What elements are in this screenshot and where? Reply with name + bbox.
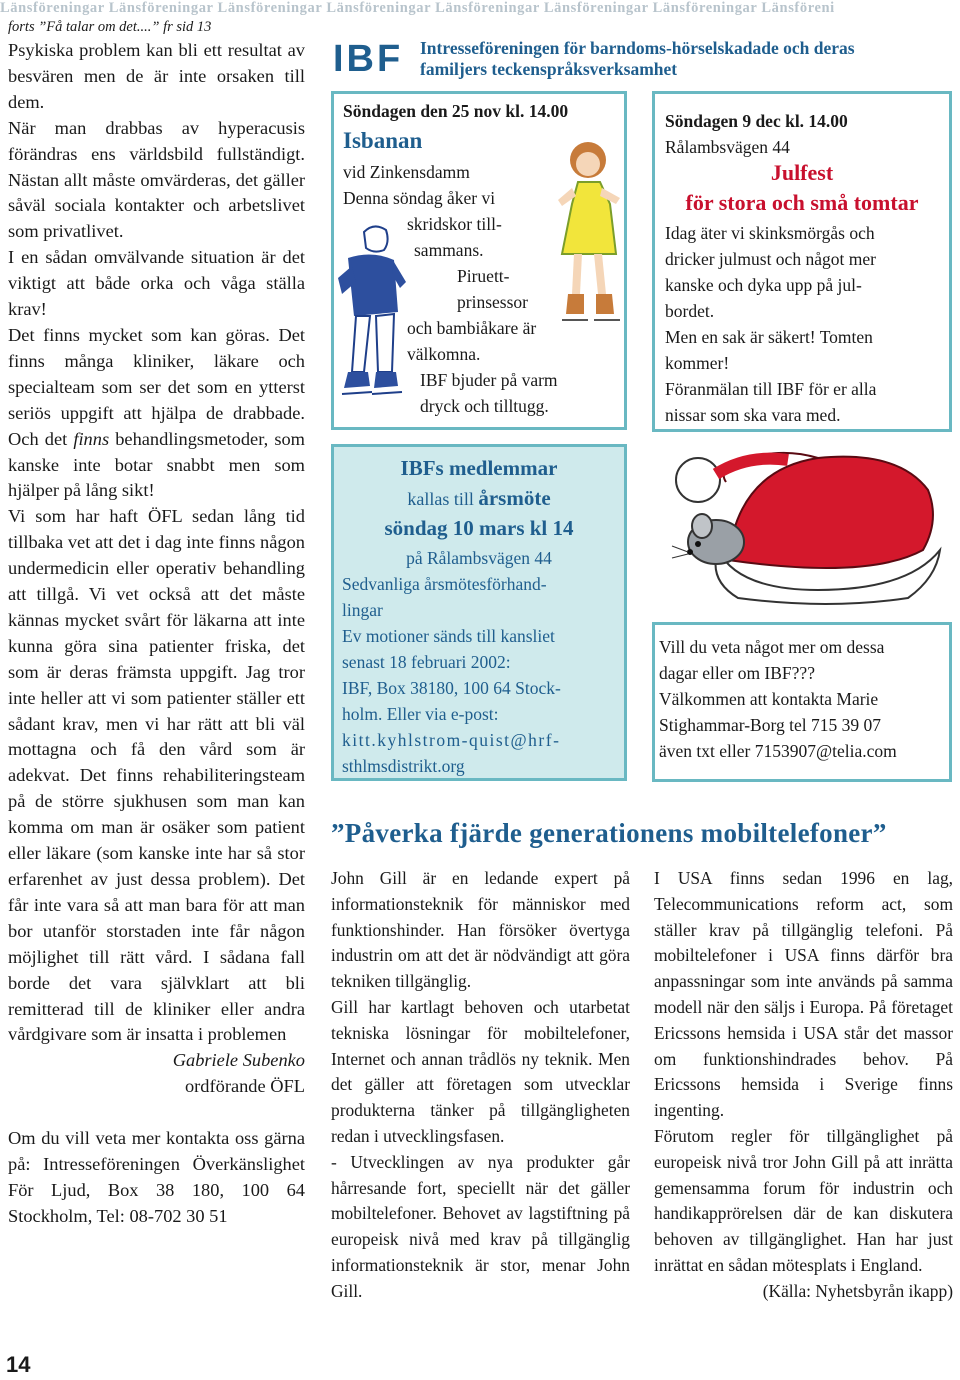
text-line: Piruett- — [457, 266, 510, 286]
text-line: bordet. — [665, 301, 715, 321]
julfest-place: Rålambsvägen 44 — [665, 137, 790, 157]
article-source: (Källa: Nyhetsbyrån ikapp) — [762, 1280, 953, 1301]
text-line: Denna söndag åker vi — [343, 188, 496, 208]
contact-box — [652, 622, 952, 782]
ibf-full-name: Intresseföreningen för barndoms-hörselskadade och deras familjers teckenspråksverksamhet — [420, 38, 855, 79]
left-article — [8, 38, 305, 1230]
text-line: IBF, Box 38180, 100 64 Stock- — [342, 678, 561, 698]
text-line: dagar eller om IBF??? — [659, 663, 815, 683]
meeting-called: kallas till årsmöte — [407, 486, 551, 510]
paragraph: John Gill är en ledande expert på informationsteknik för människor med funktionshinder. Han försöker övertyga industrin om att det är nödvändigt att göra tekniken tillgänglig. — [331, 868, 630, 992]
continuation-note: forts ”Få talar om det....” fr sid 13 — [8, 19, 212, 35]
text-line: Stighammar-Borg tel 715 39 07 — [659, 715, 881, 735]
paragraph: När man drabbas av hyperacusis förändras ens världsbild fullständigt. Nästan allt måste omvärderas, det gäller såväl sociala kontakter och arbetslivet som privatlivet. — [8, 117, 305, 242]
text-line: sammans. — [414, 240, 484, 260]
julfest-date: Söndagen 9 dec kl. 14.00 — [665, 111, 848, 131]
page-number: 14 — [6, 1352, 31, 1377]
paragraph: Det finns mycket som kan göras. Det finns många kliniker, läkare och specialteam som ser det som en ytterst seriös uppgift att hjälpa de drabbade. Och det finns behandlingsmetoder, som kanske inte botar snabbt men som hjälper på lång sikt! — [8, 324, 305, 501]
isbanan-title: Isbanan — [343, 128, 423, 153]
paragraph: I en sådan omvälvande situation är det viktigt att både orka och våga ställa krav! — [8, 247, 305, 320]
annual-meeting-box — [331, 444, 627, 781]
isbanan-box — [331, 91, 627, 430]
paragraph: Förutom regler för tillgänglighet på europeisk nivå tror John Gill på att inrätta gemensamma forum för industrin och handikapprörelsen där de kan diskutera behoven av tillgänglighet. Han har just inrättat en sådan mötesplats i England. — [654, 1125, 953, 1275]
meeting-title: IBFs medlemmar — [400, 456, 558, 480]
text-line: Vill du veta något mer om dessa — [659, 637, 885, 657]
text-line: Ev motioner sänds till kansliet — [342, 626, 555, 646]
isbanan-date: Söndagen den 25 nov kl. 14.00 — [343, 101, 569, 121]
article-headline: ”Påverka fjärde generationens mobiltelefoner” — [331, 818, 887, 848]
text-line: kommer! — [665, 353, 730, 373]
text-line: prinsessor — [457, 292, 528, 312]
text-line: holm. Eller via e-post: — [342, 704, 499, 724]
text-line: Idag äter vi skinksmörgås och — [665, 223, 875, 243]
header-banner: Länsföreningar Länsföreningar Länsföreningar Länsföreningar Länsföreningar Länsföreningar Länsföreningar Länsföreni — [0, 0, 835, 16]
text-line: Sedvanliga årsmötesförhand- — [342, 574, 547, 594]
text-line: Men en sak är säkert! Tomten — [665, 327, 873, 347]
julfest-title: Julfest — [770, 160, 834, 185]
text-line: dricker julmust och något mer — [665, 249, 876, 269]
signature-name: Gabriele Subenko — [172, 1050, 305, 1071]
paragraph: I USA finns sedan 1996 en lag, Telecommunications reform act, som ställer krav på tillgänglig telefoni. På mobiltelefoner i USA finns därför bra anpassningar som inte används på samma modell när den säljs i Europa. På företaget Ericssons hemsida i USA står det massor om funktionshindrades behov. På Ericssons hemsida i Sverige finns ingenting. — [654, 868, 953, 1121]
julfest-box — [652, 91, 952, 432]
text-line: IBF bjuder på varm — [420, 370, 558, 390]
text-line: kanske och dyka upp på jul- — [665, 275, 862, 295]
text-line: senast 18 februari 2002: — [342, 652, 511, 672]
julfest-subtitle: för stora och små tomtar — [685, 190, 919, 215]
text-line: lingar — [342, 600, 383, 620]
signature-title: ordförande ÖFL — [184, 1076, 305, 1097]
girl-skater-illustration — [554, 134, 626, 334]
ibf-logo: IBF — [333, 38, 404, 80]
text-line: Föranmälan till IBF för er alla — [665, 379, 877, 399]
text-line: dryck och tilltugg. — [420, 396, 549, 416]
paragraph: Gill har kartlagt behoven och utarbetat tekniska lösningar för mobiltelefoner, Internet och annan trådlös ny teknik. Men det gäller att företagen som utvecklar produkterna tänker på tillgängligheten redan i utvecklingsfasen. — [331, 996, 630, 1146]
email-line: kitt.kyhlstrom-quist@hrf- — [342, 730, 561, 750]
text-line: nissar som ska vara med. — [665, 405, 841, 425]
article-column-1 — [331, 866, 630, 1305]
text-line: välkomna. — [407, 344, 481, 364]
paragraph: - Utvecklingen av nya produkter går hårresande fort, speciellt när det gäller mobiltelefoner. Behovet av lagstiftning på europeisk nivå med krav på tillgänglig informationsteknik är stor, menar John Gill. — [331, 1151, 630, 1301]
meeting-place: på Rålambsvägen 44 — [406, 548, 552, 568]
text-line: och bambiåkare är — [407, 318, 537, 338]
text-line: skridskor till- — [407, 214, 502, 234]
paragraph: Psykiska problem kan bli ett resultat av besvären men de är inte orsaken till dem. — [8, 40, 305, 112]
santa-hat-mouse-illustration — [668, 440, 950, 610]
text-line: vid Zinkensdamm — [343, 162, 470, 182]
article-column-2 — [654, 866, 953, 1305]
text-line: Välkommen att kontakta Marie — [659, 689, 879, 709]
text-line: även txt eller 7153907@telia.com — [659, 741, 897, 761]
paragraph: Vi som har haft ÖFL sedan lång tid tillbaka vet att det i dag inte finns någon undermedicin eller operativ behandling att tillgå. Vi vet också att det måste kännas mycket svårt för läkarna att inte kunna göra sina patienter friska, det som är deras främsta uppgift. Jag tror inte heller att vi som patienter ställer ett sådant krav, men vi har rätt att bli väl mottagna och få den vård som är adekvat. Det finns rehabiliteringsteam på de större sjukhusen som man kan komma om man är osäker som patient eller läkare (som kanske inte har så stor erfarenhet av just dessa problem). Det får inte vara så att man bara för att man bor utanför storstaden inte får någon möjlighet till rätt vård. I sådana fall borde det vara självklart att bli remitterad till de kliniker eller andra vårdgivare som är insatta i problemen — [8, 506, 305, 1045]
skater-boy-illustration — [334, 222, 408, 422]
contact-info: Om du vill veta mer kontakta oss gärna på: Intresseföreningen Överkänslighet För Ljud, Box 38 180, 100 64 Stockholm, Tel: 08-702 30 51 — [8, 1128, 305, 1226]
meeting-date: söndag 10 mars kl 14 — [384, 516, 574, 540]
email-line: sthlmsdistrikt.org — [342, 756, 465, 776]
